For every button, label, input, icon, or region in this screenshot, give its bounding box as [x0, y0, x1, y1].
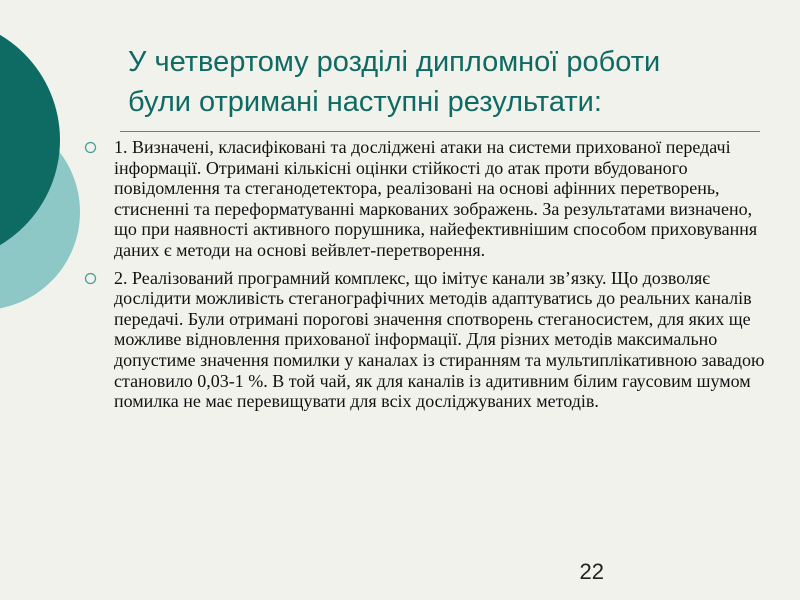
slide-title-line-2: були отримані наступні результати:: [128, 86, 602, 118]
bullet-item-2: [84, 268, 774, 412]
title-divider: [120, 131, 760, 132]
circle-bullet-icon: [84, 141, 97, 154]
bullet-item-1: [84, 137, 774, 261]
bullet-text-2: 2. Реалізований програмний комплекс, що імітує канали зв’язку. Що дозволяє дослідити можливість стеганографічних методів адаптуватись до реальних каналів передачі. Були отримані порогові значення спотворень стеганосистем, для яких ще можливе відновлення прихованої інформації. Для різних методів максимально допустиме значення помилки у каналах із стиранням та мультиплікативною завадою становило 0,03-1 %. В той чай, як для каналів із адитивним білим гаусовим шумом помилка не має перевищувати для всіх досліджуваних методів.: [114, 267, 765, 412]
slide-title: [128, 42, 768, 122]
bullet-text-1: 1. Визначені, класифіковані та досліджені атаки на системи прихованої передачі інформації. Отримані кількісні оцінки стійкості до атак проти вбудованого повідомлення та стеганодетектора, реалізовані на основі афінних перетворень, стисненні та переформатуванні маркованих зображень. За результатами визначено, що при наявності активного порушника, найефективнішим способом приховування даних є методи на основі вейвлет-перетворення.: [114, 137, 758, 260]
slide-title-line-1: У четвертому розділі дипломної роботи: [128, 46, 661, 78]
page-number: 22: [579, 559, 604, 584]
circle-bullet-icon: [84, 272, 97, 285]
bullet-list: [84, 137, 774, 412]
